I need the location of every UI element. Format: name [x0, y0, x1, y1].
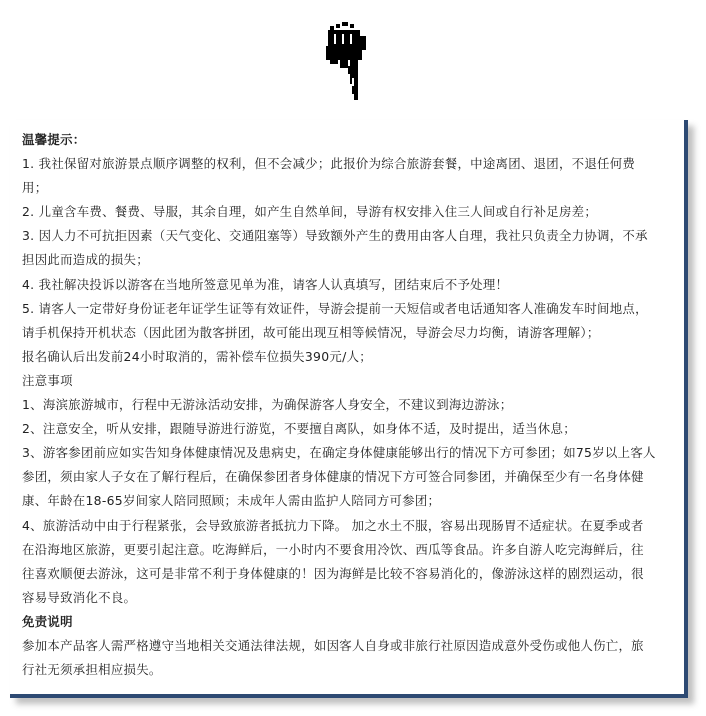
notice-line: 报名确认后出发前24小时取消的，需补偿车位损失390元/人； [22, 348, 372, 364]
notice-line: 5. 请客人一定带好身份证老年证学生证等有效证件，导游会提前一天短信或者电话通知客人准确发车时间地点， [22, 300, 648, 316]
attention-line: 2、注意安全，听从安排，跟随导游进行游览，不要擅自离队，如身体不适，及时提出，适当休息； [22, 421, 576, 437]
disclaimer-line: 参加本产品客人需严格遵守当地相关交通法律法规，如因客人自身或非旅行社原因造成意外受伤或他人伤亡，旅 [22, 637, 644, 653]
disclaimer-title: 免责说明 [22, 613, 73, 629]
notice-line: 3. 因人力不可抗拒因素（天气变化、交通阻塞等）导致额外产生的费用由客人自理，我社只负责全力协调，不承 [22, 228, 648, 244]
attention-line: 1、海滨旅游城市，行程中无游泳活动安排，为确保游客人身安全，不建议到海边游泳； [22, 397, 513, 413]
attention-line: 往喜欢顺便去游泳，这可是非常不利于身体健康的！因为海鲜是比较不容易消化的，像游泳这样的剧烈运动，很 [22, 565, 644, 581]
attention-line: 在沿海地区旅游，更要引起注意。吃海鲜后，一小时内不要食用冷饮、西瓜等食品。许多自游人吃完海鲜后，往 [22, 541, 644, 557]
attention-line: 康、年龄在18-65岁间家人陪同照顾；未成年人需由监护人陪同方可参团； [22, 493, 441, 509]
attention-line: 容易导致消化不良。 [22, 589, 137, 605]
notice-title: 温馨提示： [22, 132, 86, 147]
notice-line: 4. 我社解决投诉以游客在当地所签意见单为准，请客人认真填写，团结束后不予处理！ [22, 276, 509, 292]
notice-line: 1. 我社保留对旅游景点顺序调整的权利，但不会减少；此报价为综合旅游套餐，中途离团、退团，不退任何费 [22, 156, 636, 172]
notice-line: 用； [22, 180, 48, 196]
attention-title: 注意事项 [22, 372, 73, 388]
notice-line: 2. 儿童含车费、餐费、导服，其余自理，如产生自然单间，导游有权安排入住三人间或自行补足房差； [22, 204, 598, 220]
notice-line: 担因此而造成的损失； [22, 252, 149, 268]
travel-notice-panel [10, 120, 688, 698]
attention-line: 3、游客参团前应如实告知身体健康情况及患病史，在确定身体健康能够出行的情况下方可参团；如75岁以上客人 [22, 445, 656, 461]
pointing-hand-cursor-icon [322, 22, 374, 102]
notice-line: 请手机保持开机状态（因此团为散客拼团，故可能出现互相等候情况，导游会尽力均衡，请游客理解）； [22, 324, 600, 340]
disclaimer-line: 行社无须承担相应损失。 [22, 662, 162, 678]
attention-line: 参团，须由家人子女在了解行程后，在确保参团者身体健康的情况下方可签合同参团，并确保至少有一名身体健 [22, 469, 644, 485]
attention-line: 4、旅游活动中由于行程紧张，会导致旅游者抵抗力下降。 加之水土不服，容易出现肠胃不适症状。在夏季或者 [22, 517, 644, 533]
